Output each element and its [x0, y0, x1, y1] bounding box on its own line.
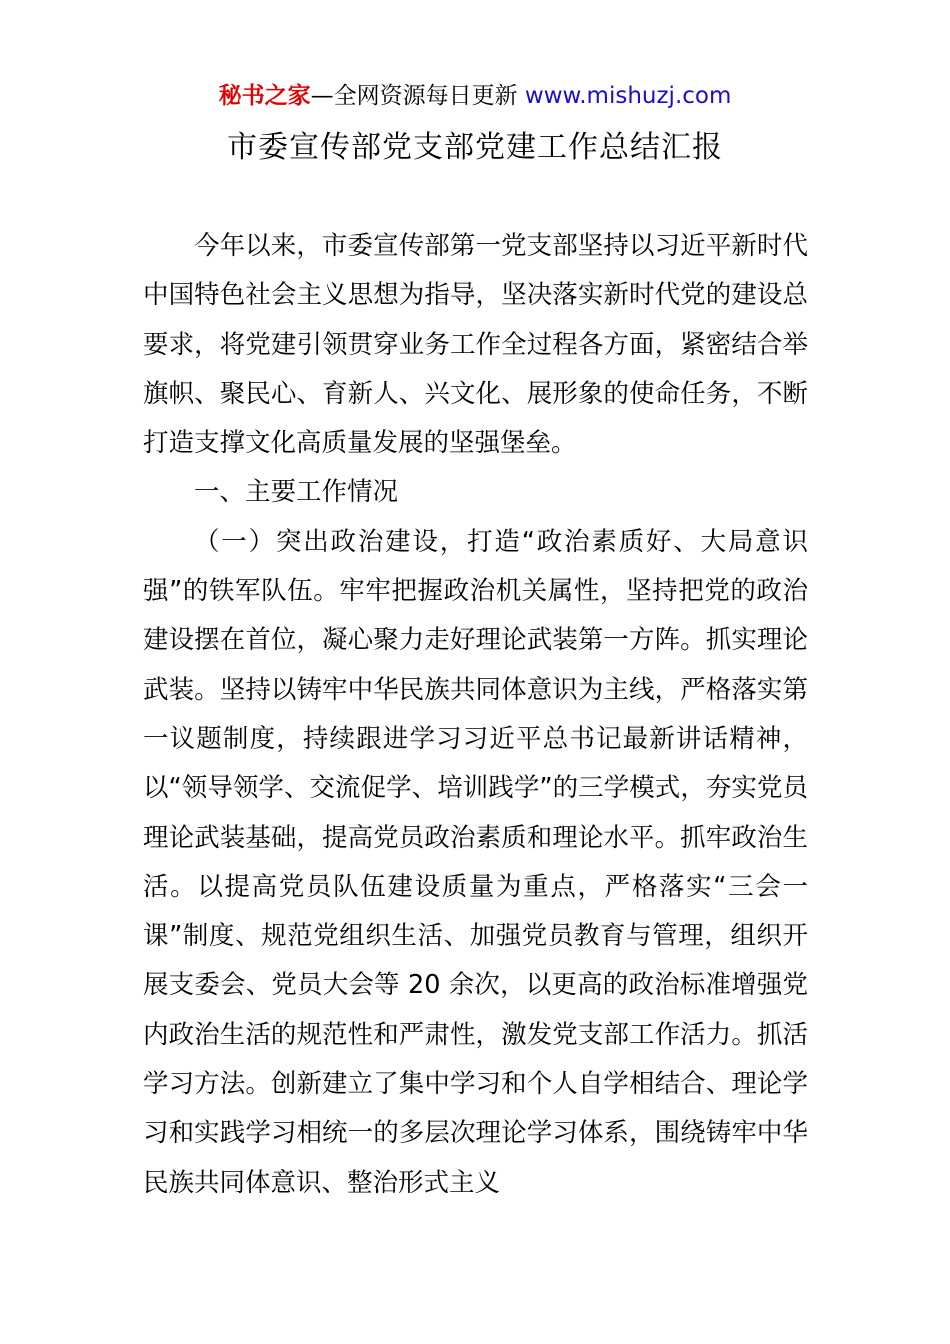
- paragraph-political-construction: （一）突出政治建设，打造“政治素质好、大局意识强”的铁军队伍。牢牢把握政治机关属性，坚持把党的政治建设摆在首位，凝心聚力走好理论武装第一方阵。抓实理论武装。坚持以铸牢中华民族共同体意识为主线，严格落实第一议题制度，持续跟进学习习近平总书记最新讲话精神，以“领导领学、交流促学、培训践学”的三学模式，夯实党员理论武装基础，提高党员政治素质和理论水平。抓牢政治生活。以提高党员队伍建设质量为重点，严格落实“三会一课”制度、规范党组织生活、加强党员教育与管理，组织开展支委会、党员大会等 20 余次，以更高的政治标准增强党内政治生活的规范性和严肃性，激发党支部工作活力。抓活学习方法。创新建立了集中学习和个人自学相结合、理论学习和实践学习相统一的多层次理论学习体系，围绕铸牢中华民族共同体意识、整治形式主义: [143, 526, 808, 1198]
- paragraph-intro: 今年以来，市委宣传部第一党支部坚持以习近平新时代中国特色社会主义思想为指导，坚决落实新时代党的建设总要求，将党建引领贯穿业务工作全过程各方面，紧密结合举旗帜、聚民心、育新人、兴文化、展形象的使命任务，不断打造支撑文化高质量发展的坚强堡垒。: [143, 231, 808, 459]
- document-title: 市委宣传部党支部党建工作总结汇报: [227, 130, 723, 165]
- site-banner: [0, 80, 950, 112]
- banner-slogan: —全网资源每日更新: [310, 83, 518, 109]
- banner-url-link[interactable]: www.mishuzj.com: [524, 83, 732, 109]
- document-body: [143, 222, 808, 1208]
- banner-brand: 秘书之家: [218, 83, 311, 109]
- section-heading: 一、主要工作情况: [194, 477, 399, 508]
